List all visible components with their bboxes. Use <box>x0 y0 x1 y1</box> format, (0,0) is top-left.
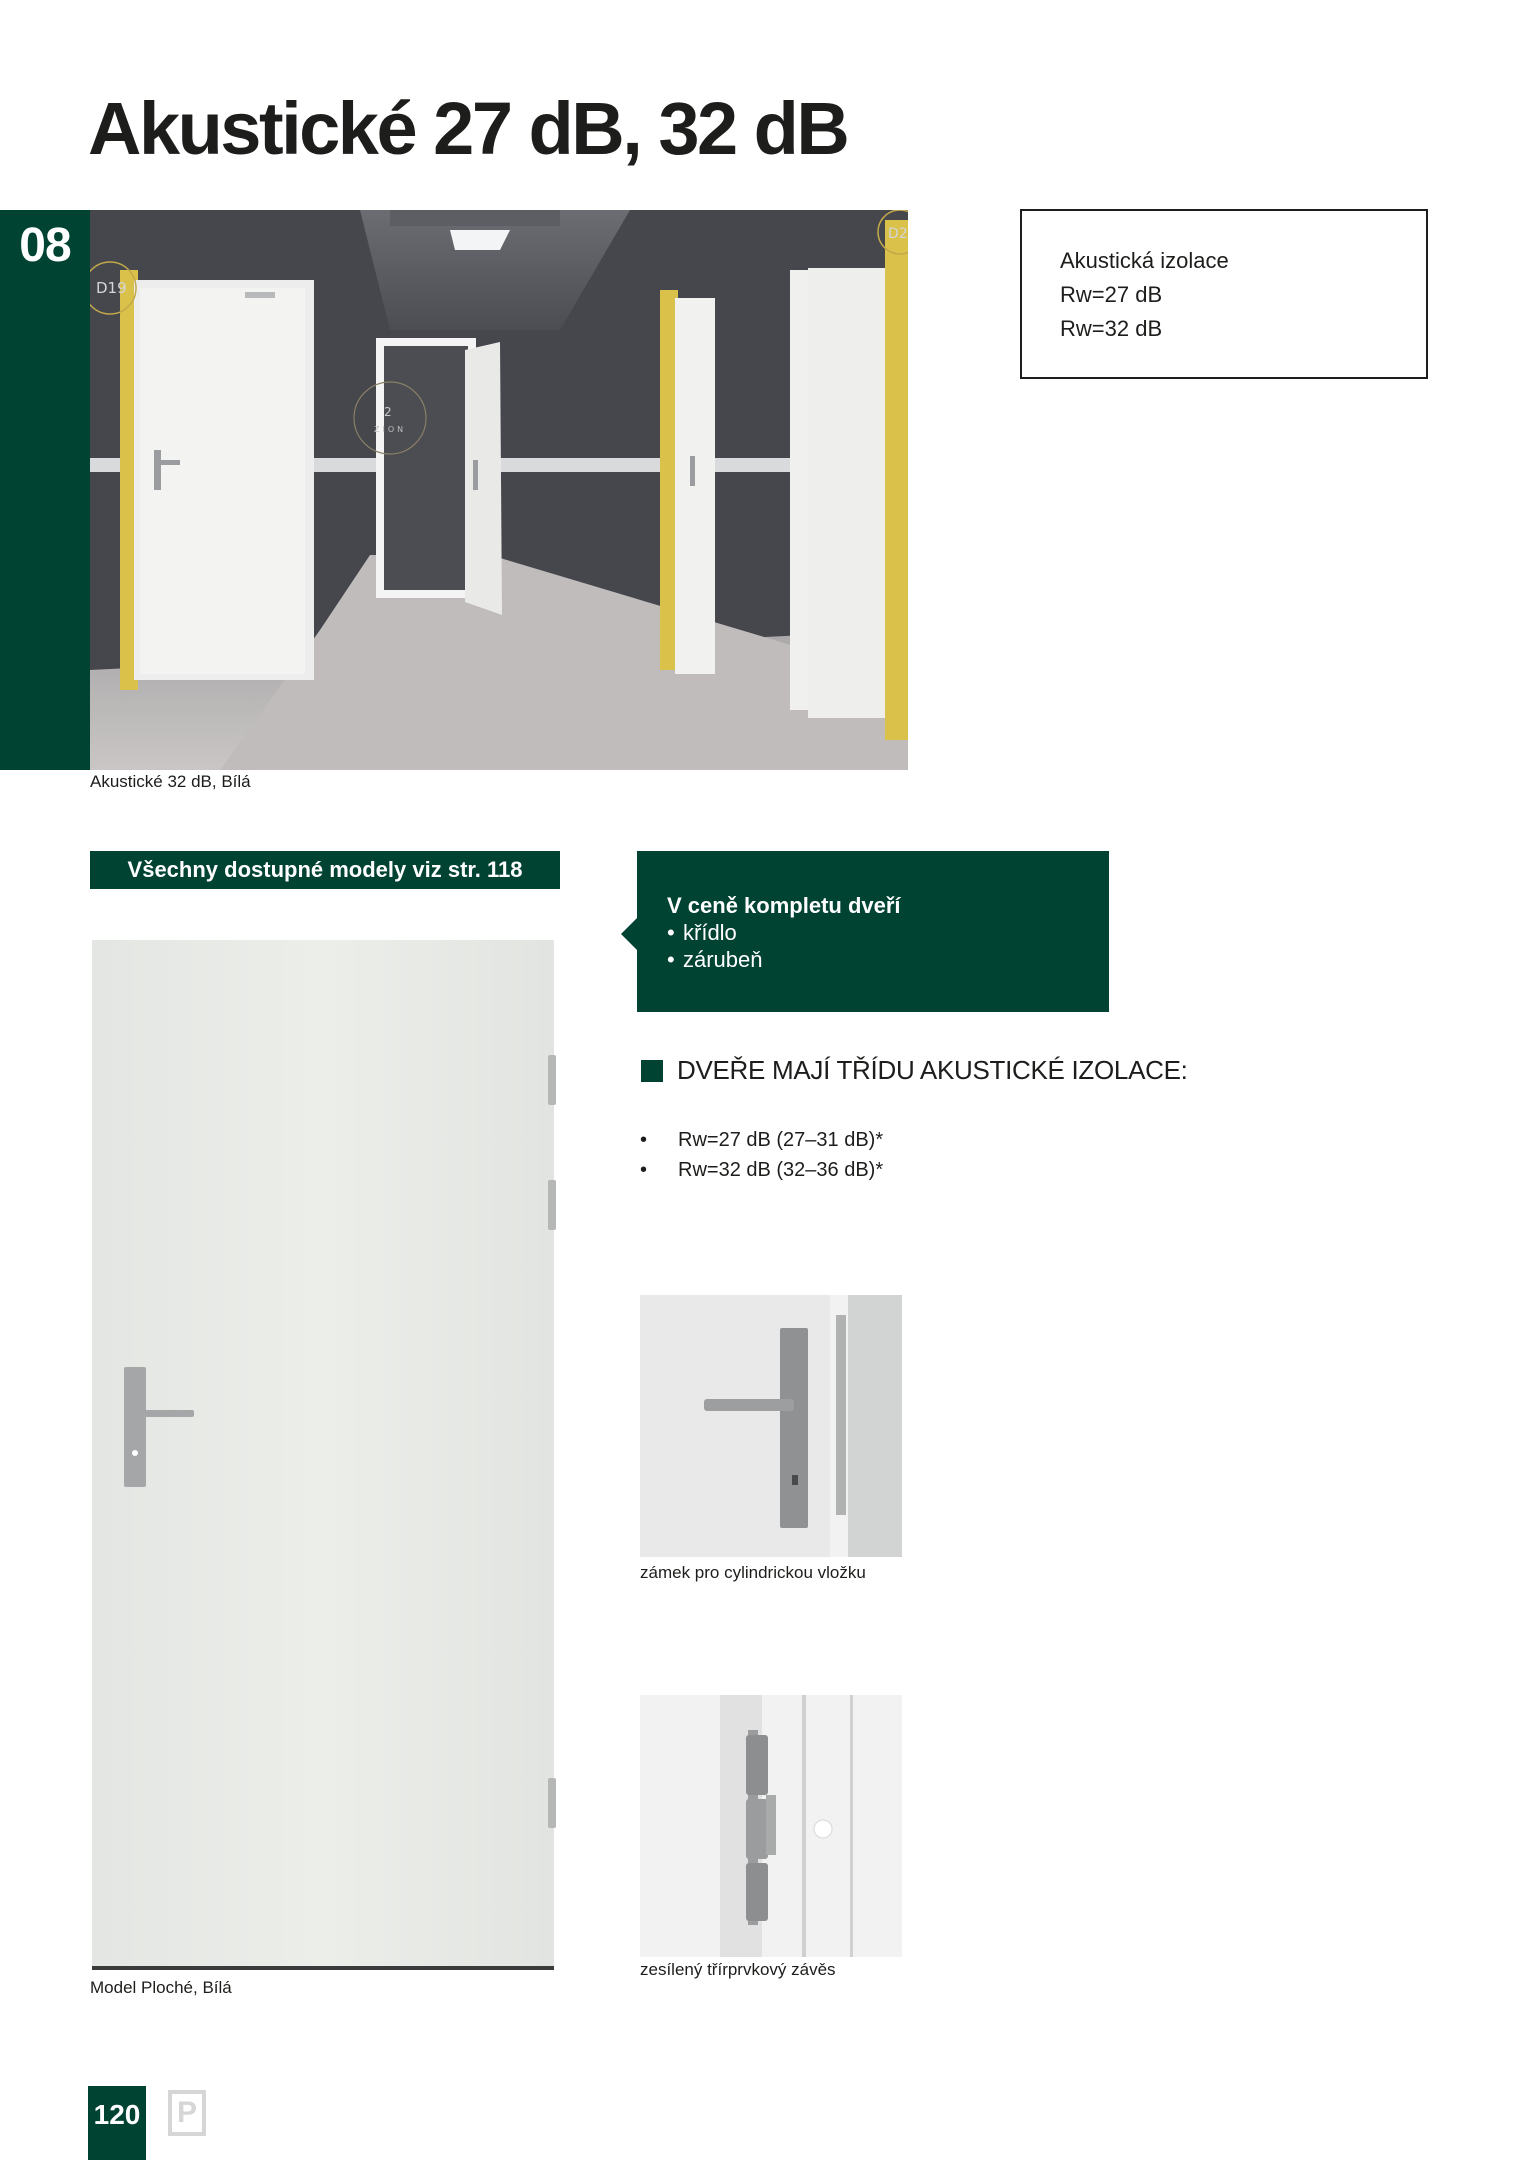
lock-detail-caption: zámek pro cylindrickou vložku <box>640 1563 866 1582</box>
list-item-text: Rw=32 dB (32–36 dB)* <box>678 1159 884 1181</box>
section-number: 08 <box>19 219 71 272</box>
list-item-text: Rw=27 dB (27–31 dB)* <box>678 1129 884 1151</box>
infobox-line-3: Rw=32 dB <box>1060 316 1163 341</box>
acoustic-class-heading-text: DVEŘE MAJÍ TŘÍDU AKUSTICKÉ IZOLACE: <box>677 1055 1188 1085</box>
corridor-photo <box>90 210 908 770</box>
hinge-detail-caption: zesílený třírprvkový závěs <box>640 1960 836 1979</box>
acoustic-class-list <box>640 1125 883 1185</box>
price-includes-box <box>637 851 1109 1012</box>
door-label-d2: D2 <box>888 226 908 242</box>
price-box-item <box>667 946 1109 973</box>
section-strip <box>0 210 90 770</box>
list-item <box>640 1125 883 1155</box>
lock-detail-image <box>640 1295 902 1557</box>
bullet: • <box>667 947 675 972</box>
bullet: • <box>667 920 675 945</box>
infobox-line-2: Rw=27 dB <box>1060 282 1163 307</box>
room-sign-text: ZION <box>374 425 407 434</box>
callout-arrow <box>621 918 637 950</box>
bullet: • <box>640 1159 648 1181</box>
room-sign-number: 2 <box>384 405 392 419</box>
door-caption: Model Ploché, Bílá <box>90 1978 232 1997</box>
photo-caption: Akustické 32 dB, Bílá <box>90 772 251 791</box>
bullet: • <box>640 1129 648 1151</box>
brand-logo-icon: P <box>168 2090 206 2136</box>
price-box-heading: V ceně kompletu dveří <box>667 893 901 918</box>
corridor-illustration <box>90 210 908 770</box>
all-models-banner: Všechny dostupné modely viz str. 118 <box>90 851 560 889</box>
page-title: Akustické 27 dB, 32 dB <box>88 87 848 170</box>
list-item <box>640 1155 883 1185</box>
hinge-detail-image <box>640 1695 902 1957</box>
square-bullet-icon <box>641 1060 663 1082</box>
price-box-item <box>667 919 1109 946</box>
acoustic-info-box <box>1020 209 1428 379</box>
price-box-item-label: křídlo <box>683 920 737 945</box>
infobox-line-1: Akustická izolace <box>1060 248 1229 273</box>
price-box-item-label: zárubeň <box>683 947 763 972</box>
acoustic-class-heading <box>641 1055 1188 1086</box>
page-number: 120 <box>88 2086 146 2160</box>
door-model-image <box>90 930 560 1974</box>
door-label-d19: D19 <box>96 279 127 297</box>
